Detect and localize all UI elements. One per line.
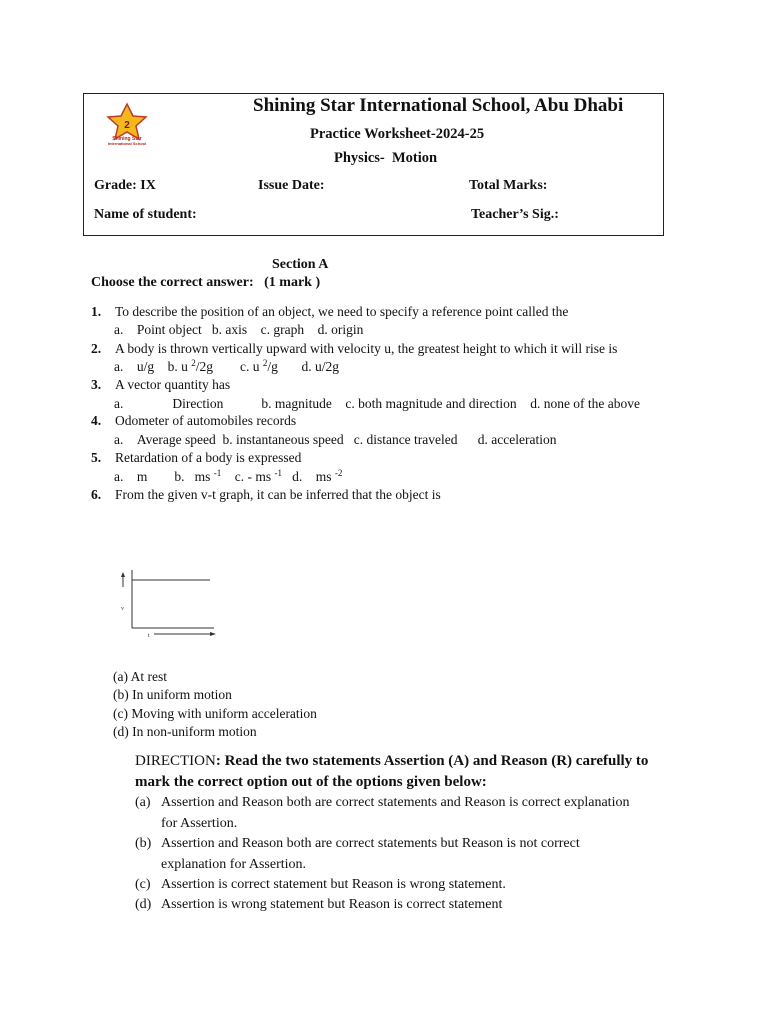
question-number: 4. [91,413,102,428]
question-3 [91,377,230,393]
question-number: 6. [91,487,102,502]
question-number: 2. [91,341,102,356]
direction-line-2: mark the correct option out of the options given below: [135,774,487,790]
question-text: Retardation of a body is expressed [115,450,302,465]
question-1 [91,304,568,320]
student-name-field: Name of student: [94,207,197,222]
subject-title: Physics- Motion [334,150,438,166]
grade-field: Grade: IX [94,178,156,193]
question-text: A vector quantity has [115,377,231,392]
direction-lead: DIRECTION [135,753,216,769]
question-3-options [114,396,640,412]
option-d: d. u/2g [301,359,340,374]
option-line-1: Assertion is wrong statement but Reason is correct statement [161,897,503,912]
option-a: Direction [172,396,224,411]
option-c: c. graph [260,322,305,337]
option-b: b. axis [211,322,248,337]
assertion-option-a [135,795,675,835]
option-c: c. - ms $^{-1}$ [234,468,283,484]
vt-graph-svg [110,560,310,645]
question-text: To describe the position of an object, we need to specify a reference point called the [115,304,569,319]
x-arrow-head [210,632,216,636]
option-b: b. ms $^{-1}$ [174,468,222,484]
y-axis-label: v [121,606,124,612]
option-d: d. ms $^{-2}$ [292,468,343,484]
option-label: (b) [135,836,152,851]
total-marks-field: Total Marks: [469,178,548,193]
question-text: From the given v-t graph, it can be inferred that the object is [115,487,441,502]
q6-option-a: (a) At rest [113,669,167,684]
option-b: b. instantaneous speed [222,432,344,447]
issue-date-field: Issue Date: [258,178,325,193]
option-line-2: for Assertion. [161,816,238,831]
question-number: 3. [91,377,102,392]
option-label: (a) [135,795,151,810]
question-number: 5. [91,450,102,465]
option-line-1: Assertion and Reason both are correct statements and Reason is correct explanation [161,795,630,810]
question-4-options [114,432,556,448]
assertion-option-c [135,877,675,897]
option-line-2: explanation for Assertion. [161,857,307,872]
option-label: a. [114,359,124,374]
direction-line-1 [135,753,648,770]
option-line-1: Assertion and Reason both are correct statements but Reason is not correct [161,836,580,851]
worksheet-title: Practice Worksheet-2024-25 [310,126,485,142]
section-instruction: Choose the correct answer: (1 mark ) [91,275,321,290]
q6-option-d: (d) In non-uniform motion [113,724,257,739]
option-d: d. none of the above [530,396,641,411]
option-c: c. both magnitude and direction [345,396,517,411]
question-6 [91,487,441,503]
option-a: m [136,469,148,484]
question-1-options [114,322,363,338]
question-5-options [114,468,342,485]
question-4 [91,413,296,429]
logo-text-1: Shining Star [112,136,142,142]
question-2 [91,341,617,357]
option-b: b. magnitude [261,396,332,411]
direction-text: : Read the two statements Assertion (A) and Reason (R) carefully to [215,753,649,769]
x-axis-label: t [148,633,150,639]
school-name: Shining Star International School, Abu Dhabi [253,95,624,116]
q6-option-b: (b) In uniform motion [113,687,232,702]
option-label: (d) [135,897,152,912]
logo-text-2: International School [107,141,147,146]
option-label: a. [114,396,124,411]
teacher-sig-field: Teacher’s Sig.: [471,207,559,222]
option-a: Point object [136,322,202,337]
section-title: Section A [272,257,329,272]
q6-option-c: (c) Moving with uniform acceleration [113,706,317,721]
option-label: a. [114,469,124,484]
option-a: u/g [136,359,155,374]
option-d: d. acceleration [477,432,557,447]
option-label: (c) [135,877,151,892]
logo-badge: 2 [124,120,130,131]
assertion-option-d [135,897,675,917]
question-2-options [114,358,339,375]
question-text: Odometer of automobiles records [115,413,297,428]
question-number: 1. [91,304,102,319]
question-text: A body is thrown vertically upward with velocity u, the greatest height to which it will rise is [115,341,618,356]
vt-graph [110,560,310,645]
option-b: b. u $^2$/2g [167,358,214,374]
question-5 [91,450,301,466]
option-d: d. origin [317,322,364,337]
option-c: c. distance traveled [353,432,458,447]
y-arrow-head [121,572,125,577]
option-c: c. u $^2$/g [240,358,278,374]
assertion-option-b [135,836,675,876]
option-a: Average speed [136,432,216,447]
option-line-1: Assertion is correct statement but Reason is wrong statement. [161,877,506,892]
option-label: a. [114,432,124,447]
option-label: a. [114,322,124,337]
